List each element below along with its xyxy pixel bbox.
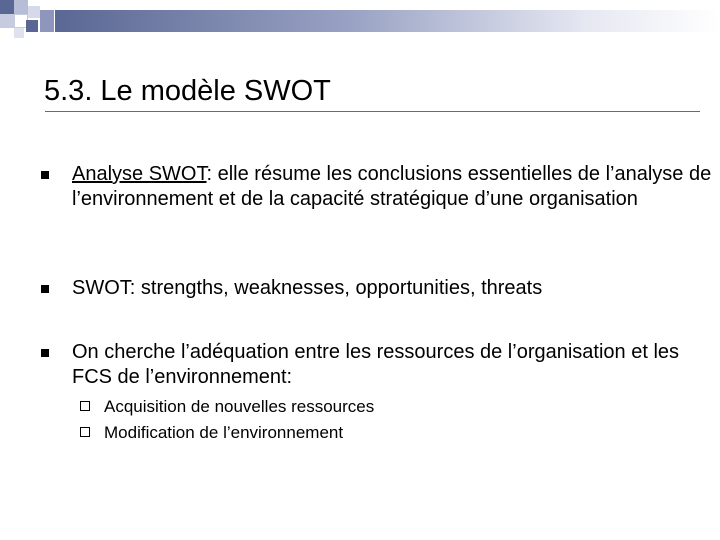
sub-bullet-list bbox=[72, 394, 720, 446]
decor-square bbox=[0, 14, 14, 28]
decor-square bbox=[14, 28, 24, 38]
sub-bullet-item bbox=[72, 394, 720, 420]
bullet-text: SWOT: strengths, weaknesses, opportunities, threats bbox=[72, 277, 543, 299]
sub-bullet-item bbox=[72, 420, 720, 446]
decor-square bbox=[40, 10, 54, 32]
decor-square bbox=[14, 0, 28, 14]
bullet-item bbox=[40, 276, 720, 301]
bullet-square-icon bbox=[41, 285, 49, 293]
term-link: Analyse SWOT bbox=[72, 163, 207, 185]
bullet-item bbox=[40, 340, 720, 446]
decor-square bbox=[26, 20, 38, 32]
bullet-text: On cherche l’adéquation entre les ressources de l’organisation et les FCS de l’environnement: bbox=[72, 341, 680, 388]
sub-bullet-text: Modification de l’environnement bbox=[104, 423, 344, 442]
header-gradient-bar bbox=[55, 10, 720, 32]
bullet-square-icon bbox=[41, 349, 49, 357]
decor-square bbox=[28, 6, 40, 18]
bullet-text: : elle résume les conclusions essentielles de l’analyse de l’environnement et de la capacité stratégique d’une organisation bbox=[72, 163, 712, 210]
bullet-item bbox=[40, 162, 720, 212]
hollow-square-icon bbox=[80, 401, 90, 411]
bullet-square-icon bbox=[41, 171, 49, 179]
sub-bullet-text: Acquisition de nouvelles ressources bbox=[104, 397, 375, 416]
hollow-square-icon bbox=[80, 427, 90, 437]
title-divider bbox=[45, 111, 700, 112]
slide-title: 5.3. Le modèle SWOT bbox=[44, 75, 331, 107]
decor-square bbox=[0, 0, 14, 14]
